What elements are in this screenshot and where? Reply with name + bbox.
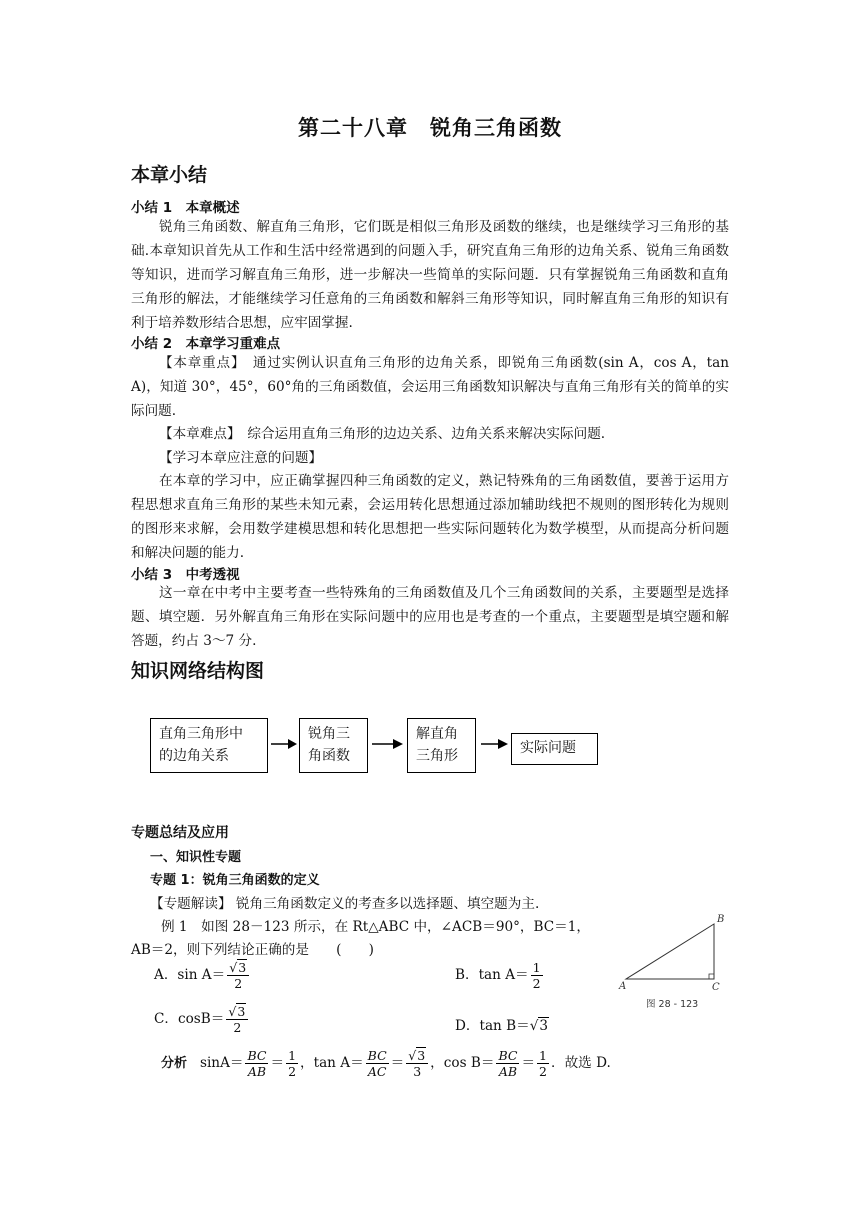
analysis-tan: ，tan A＝ — [300, 1055, 364, 1071]
summary-1-heading: 小结 1 本章概述 — [131, 200, 240, 216]
vertex-c-label: C — [712, 982, 720, 993]
option-c-denominator: 2 — [233, 1020, 242, 1035]
option-c-fraction: $\frac{√3}{2}$ — [226, 1004, 248, 1035]
frac5-den: AB — [498, 1064, 518, 1079]
option-d: D．tan B＝√3 — [455, 1018, 549, 1034]
analysis-eq-2: ＝ — [390, 1055, 405, 1071]
option-a-fraction: $\frac{√3}{2}$ — [227, 960, 249, 991]
arrow-3-icon — [479, 737, 509, 751]
summary-2-attention-text: 在本章的学习中，应正确掌握四种三角函数的定义，熟记特殊角的三角函数值，要善于运用方程思想求直角三角形的某些未知元素，会运用转化思想通过添加辅助线把不规则的图形转化为规则的图形来求解，会用数学建模思想和转化思想把一些实际问题转化为数学模型，从而提高分析问题和解决问题的能力. — [131, 473, 729, 561]
box1-line1: 直角三角形中 — [159, 726, 243, 742]
analysis-eq-3: ＝ — [521, 1055, 536, 1071]
figure-caption: 图 28 - 123 — [646, 999, 699, 1010]
chapter-summary-heading: 本章小结 — [131, 164, 208, 186]
example-1-line-1: 例 1 如图 28－123 所示，在 Rt△ABC 中，∠ACB＝90°，BC＝1， — [161, 919, 590, 935]
box-solve-right-triangle — [407, 718, 476, 773]
frac1-num: BC — [247, 1048, 267, 1063]
frac4-sqrt: 3 — [417, 1048, 426, 1063]
analysis-frac-sqrt3-3: $\frac{√3}{3}$ — [406, 1048, 428, 1079]
frac3-den: AC — [367, 1064, 387, 1079]
analysis-cos: ，cos B＝ — [430, 1055, 495, 1071]
frac1-den: AB — [247, 1064, 267, 1079]
summary-3-heading: 小结 3 中考透视 — [131, 567, 240, 583]
summary-2-heading: 小结 2 本章学习重难点 — [131, 336, 281, 352]
box3-line2: 三角形 — [416, 748, 458, 764]
frac5-num: BC — [498, 1048, 518, 1063]
box-practical-problems: 实际问题 — [511, 733, 598, 765]
arrow-2-icon — [370, 737, 404, 751]
analysis-frac-half-1 — [286, 1048, 298, 1079]
vertex-a-label: A — [619, 981, 627, 992]
option-b — [455, 960, 545, 991]
analysis-frac-bc-ac — [366, 1048, 389, 1079]
frac2-num: 1 — [288, 1048, 297, 1063]
option-a-denominator: 2 — [234, 976, 243, 991]
box2-line2: 角函数 — [308, 748, 350, 764]
box-trig-functions — [299, 718, 368, 773]
option-a-sqrt-value: 3 — [238, 960, 247, 975]
frac6-den: 2 — [539, 1064, 547, 1079]
option-c-sqrt-value: 3 — [237, 1004, 246, 1019]
vertex-b-label: B — [717, 914, 724, 925]
option-a-prefix: A．sin A＝ — [154, 967, 226, 983]
analysis-label: 分析 — [161, 1056, 188, 1071]
topic-1-heading: 专题 1：锐角三角函数的定义 — [150, 873, 320, 888]
summary-1-text: 锐角三角函数、解直角三角形，它们既是相似三角形及函数的继续，也是继续学习三角形的基础.本章知识首先从工作和生活中经常遇到的问题入手，研究直角三角形的边角关系、锐角三角函数等知识，进而学习解直角三角形，进一步解决一些简单的实际问题．只有掌握锐角三角函数和直角三角形的解法，才能继续学习任意角的三角函数和解斜三角形等知识，同时解直角三角形的知识有利于培养数形结合思想，应牢固掌握. — [131, 219, 729, 331]
topic-1-interpretation: 【专题解读】 锐角三角函数定义的考查多以选择题、填空题为主. — [150, 896, 540, 912]
analysis-end: ．故选 D. — [550, 1055, 611, 1071]
summary-3-text: 这一章在中考中主要考查一些特殊角的三角函数值及几个三角函数间的关系，主要题型是选择题、填空题．另外解直角三角形在实际问题中的应用也是考查的一个重点，主要题型是填空题和解答题，约占 3～7 分. — [131, 585, 729, 649]
option-d-sqrt-value: 3 — [539, 1018, 549, 1034]
option-b-prefix: B．tan A＝ — [455, 967, 529, 983]
knowledge-network-heading: 知识网络结构图 — [131, 660, 265, 682]
box3-line1: 解直角 — [416, 726, 458, 742]
option-a — [154, 960, 251, 991]
box1-line2: 的边角关系 — [159, 748, 229, 764]
summary-2-key-points: 【本章重点】 通过实例认识直角三角形的边角关系，即锐角三角函数(sin A，cos A，tan A)，知道 30°，45°，60°角的三角函数值，会运用三角函数知识解决与直角三角形有关的简单的实际问题. — [131, 355, 729, 419]
analysis-line — [161, 1048, 611, 1079]
box-side-angle-relation — [150, 718, 268, 773]
option-c — [154, 1004, 250, 1035]
chapter-title: 第二十八章 锐角三角函数 — [298, 116, 562, 140]
analysis-frac-half-2 — [537, 1048, 549, 1079]
triangle-figure — [614, 912, 724, 1012]
arrow-1-icon — [270, 737, 298, 751]
analysis-frac-bc-ab-1 — [245, 1048, 268, 1079]
box2-line1: 锐角三 — [308, 726, 350, 742]
knowledge-topics-subheading: 一、知识性专题 — [150, 850, 242, 865]
option-d-prefix: D．tan B＝ — [455, 1018, 530, 1034]
frac3-num: BC — [367, 1048, 387, 1063]
analysis-frac-bc-ab-2 — [496, 1048, 519, 1079]
analysis-eq-1: ＝ — [270, 1055, 285, 1071]
summary-2-attention-label: 【学习本章应注意的问题】 — [159, 450, 323, 466]
summary-2-difficulty: 【本章难点】 综合运用直角三角形的边边关系、边角关系来解决实际问题. — [159, 426, 606, 442]
option-c-prefix: C．cosB＝ — [154, 1011, 225, 1027]
frac4-den: 3 — [413, 1064, 422, 1079]
frac6-num: 1 — [539, 1048, 547, 1063]
topics-heading: 专题总结及应用 — [131, 825, 229, 841]
frac2-den: 2 — [288, 1064, 297, 1079]
option-b-fraction — [531, 960, 543, 991]
option-b-numerator: 1 — [532, 960, 541, 975]
example-1-line-2: AB＝2，则下列结论正确的是 ( ) — [131, 942, 374, 958]
option-b-denominator: 2 — [532, 976, 541, 991]
analysis-sin: sinA＝ — [199, 1055, 244, 1071]
